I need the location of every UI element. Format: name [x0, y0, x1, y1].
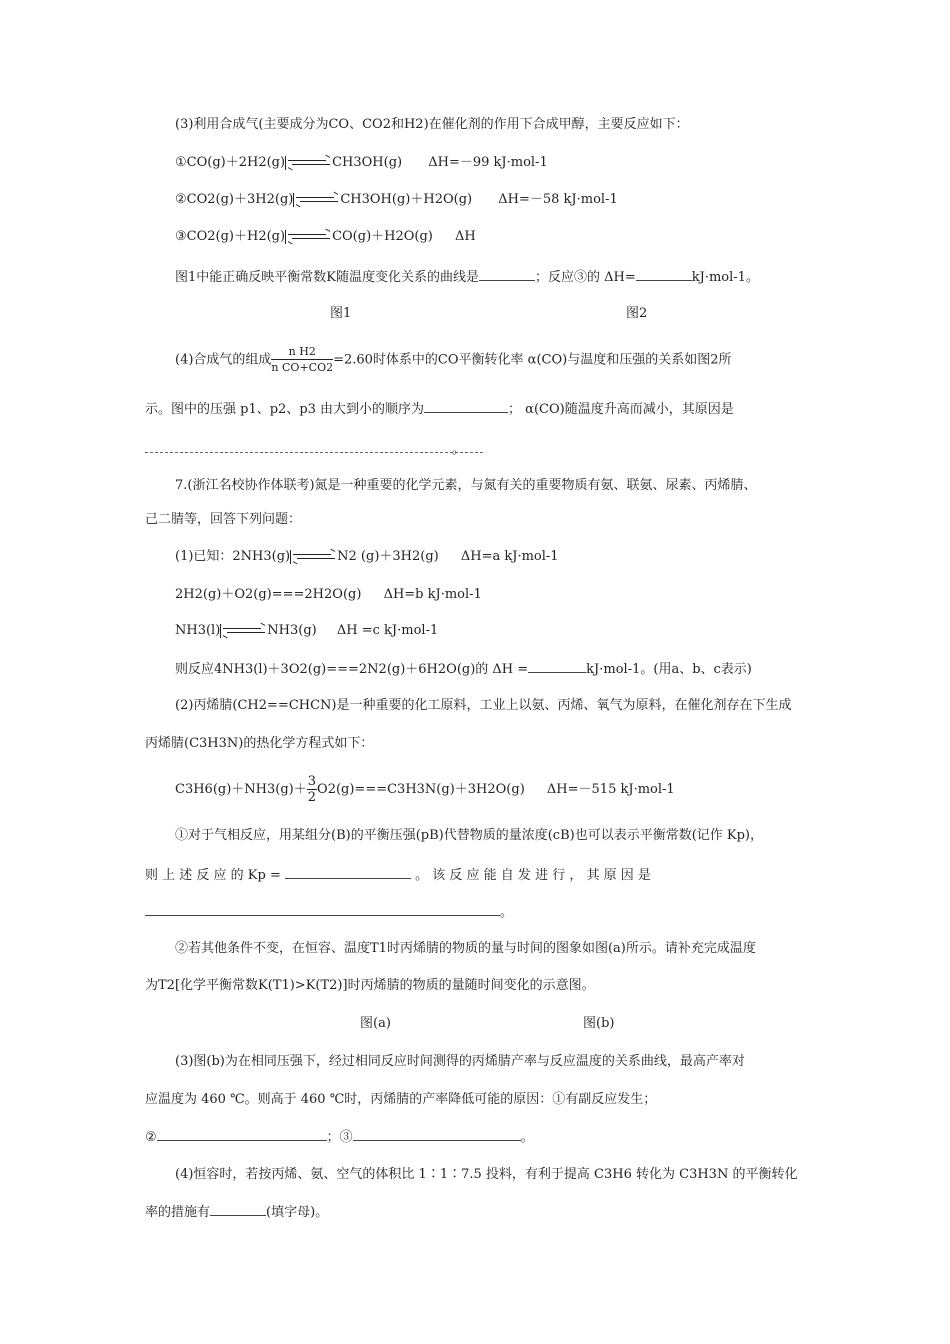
- q3-intro: (3)利用合成气(主要成分为CO、CO2和H2)在催化剂的作用下合成甲醇，主要反应如下：: [175, 117, 689, 132]
- equilibrium-arrow-icon: [288, 231, 330, 243]
- q4-d: ； α(CO)随温度升高而减小，其原因是: [508, 402, 734, 417]
- equilibrium-arrow-icon: [223, 625, 265, 637]
- q7-1-reaction-c: [175, 622, 438, 640]
- q7-1-reaction-a: [175, 548, 559, 566]
- fraction-denominator: 2: [307, 789, 317, 805]
- q7-1c-dh: ΔH =c kJ·mol-1: [336, 623, 439, 638]
- reaction-1: [175, 154, 548, 172]
- q7-3-a: (3)图(b)为在相同压强下，经过相同反应时间测得的丙烯腈产率与反应温度的关系曲线，最高产率对: [175, 1054, 745, 1069]
- q7-1b-dh: ΔH=b kJ·mol-1: [383, 587, 482, 602]
- r2-rhs: CH3OH(g)＋H2O(g): [340, 192, 473, 207]
- r2-lhs: ②CO2(g)＋3H2(g): [175, 192, 294, 207]
- r1-dh: ΔH=－99 kJ·mol-1: [428, 155, 548, 170]
- q7-1c-lhs: NH3(l): [175, 623, 221, 638]
- q7-4-a: (4)恒容时，若按丙烯、氨、空气的体积比 1∶1∶7.5 投料，有利于提高 C3H6 转化为 C3H3N 的平衡转化: [175, 1167, 798, 1182]
- r3-rhs: CO(g)＋H2O(g): [332, 229, 433, 244]
- q4-line-2: [145, 400, 734, 419]
- r2-dh: ΔH=－58 kJ·mol-1: [498, 192, 618, 207]
- q7-2-eq-a: C3H6(g)＋NH3(g)＋: [175, 782, 307, 797]
- q7-1a-dh: ΔH=a kJ·mol-1: [460, 549, 559, 564]
- q7-2-2-a: ②若其他条件不变，在恒容、温度T1时丙烯腈的物质的量与时间的图象如图(a)所示。请补充完成温度: [175, 941, 756, 956]
- q7-3-b: 应温度为 460 ℃。则高于 460 ℃时，丙烯腈的产率降低可能的原因：①有副反应发生；: [145, 1092, 657, 1107]
- fraction-numerator: 3: [307, 773, 317, 789]
- q7-4-c: (填字母)。: [266, 1205, 329, 1220]
- q7-1c-rhs: NH3(g): [267, 623, 317, 638]
- q3-ask-a: 图1中能正确反映平衡常数K随温度变化关系的曲线是: [175, 270, 479, 285]
- figure-b-caption: 图(b): [583, 1016, 615, 1031]
- three-halves-fraction: [307, 775, 317, 806]
- q7-2-1-a: ①对于气相反应，用某组分(B)的平衡压强(pB)代替物质的量浓度(cB)也可以表示平衡常数(记作 Kp)，: [175, 828, 764, 843]
- q7-1a-lhs: (1)已知：2NH3(g): [175, 549, 291, 564]
- q7-2-1-b: [145, 866, 651, 885]
- q7-2-1-c: 。 该 反 应 能 自 发 进 行 ， 其 原 因 是: [415, 868, 651, 883]
- q7-2-b: 丙烯腈(C3H3N)的热化学方程式如下：: [145, 736, 374, 751]
- answer-blank[interactable]: [210, 1203, 266, 1216]
- answer-blank[interactable]: [528, 660, 586, 673]
- q4-end: 。: [452, 442, 466, 457]
- q7-3-c2: ；③: [326, 1130, 353, 1145]
- figure-1-caption: 图1: [330, 306, 352, 321]
- answer-blank[interactable]: [479, 268, 535, 281]
- fraction-denominator: n CO+CO2: [271, 361, 334, 374]
- q7-3-c3: 。: [520, 1130, 534, 1145]
- answer-blank[interactable]: [636, 268, 692, 281]
- equilibrium-arrow-icon: [288, 157, 330, 169]
- q7-1-reaction-b: [175, 586, 482, 604]
- answer-blank[interactable]: [145, 903, 500, 916]
- r1-lhs: ①CO(g)＋2H2(g): [175, 155, 286, 170]
- r3-lhs: ③CO2(g)＋H2(g): [175, 229, 286, 244]
- q4-a: (4)合成气的组成: [175, 352, 272, 368]
- q3-ask-c: kJ·mol-1。: [691, 270, 759, 285]
- reaction-2: [175, 191, 618, 209]
- answer-blank[interactable]: [424, 400, 508, 413]
- answer-blank[interactable]: [157, 1128, 327, 1141]
- q7-2-equation: [175, 772, 675, 809]
- equilibrium-arrow-icon: [296, 194, 338, 206]
- q7-intro-2: 己二腈等，回答下列问题：: [145, 512, 302, 527]
- q7-1-ask-a: 则反应4NH3(l)＋3O2(g)===2N2(g)＋6H2O(g)的 ΔH =: [175, 662, 529, 677]
- q3-question: [175, 268, 759, 287]
- q7-2-eq-b: O2(g)===C3H3N(g)＋3H2O(g): [317, 782, 525, 797]
- q7-2-1-kp: 则 上 述 反 应 的 Kp =: [145, 868, 281, 883]
- fraction-numerator: n H2: [271, 345, 333, 360]
- figure-2-caption: 图2: [626, 306, 648, 321]
- equilibrium-arrow-icon: [293, 551, 335, 563]
- answer-line[interactable]: [145, 452, 483, 453]
- q7-1a-rhs: N2 (g)＋3H2(g): [337, 549, 439, 564]
- q7-4-b: [145, 1203, 328, 1222]
- q7-3-c: [145, 1128, 534, 1147]
- ratio-fraction: [271, 345, 333, 376]
- r1-rhs: CH3OH(g): [332, 155, 403, 170]
- r3-dh: ΔH: [455, 229, 476, 244]
- answer-blank[interactable]: [285, 866, 411, 879]
- q7-4-b: 率的措施有: [145, 1205, 211, 1220]
- q7-2-a: (2)丙烯腈(CH2==CHCN)是一种重要的化工原料，工业上以氨、丙烯、氧气为原料，在催化剂存在下生成: [175, 698, 792, 713]
- q7-1b-text: 2H2(g)＋O2(g)===2H2O(g): [175, 587, 362, 602]
- q7-2-1-end: 。: [500, 905, 514, 920]
- figure-a-caption: 图(a): [360, 1016, 391, 1031]
- q3-ask-b: ；反应③的 ΔH=: [534, 270, 636, 285]
- q7-3-c1: ②: [145, 1130, 157, 1145]
- q7-2-1-answer-line: [145, 903, 513, 922]
- q7-1-question: [175, 660, 752, 679]
- answer-blank[interactable]: [353, 1128, 521, 1141]
- q7-1-ask-b: kJ·mol-1。(用a、b、c表示): [586, 662, 752, 677]
- q7-intro: 7.(浙江名校协作体联考)氮是一种重要的化学元素，与氮有关的重要物质有氨、联氨、尿素、丙烯腈、: [175, 478, 757, 493]
- q7-2-eq-dh: ΔH=－515 kJ·mol-1: [546, 782, 675, 797]
- q4-line-1: [175, 345, 731, 376]
- q4-c: 示。图中的压强 p1、p2、p3 由大到小的顺序为: [145, 402, 425, 417]
- q4-b: =2.60时体系中的CO平衡转化率 α(CO)与温度和压强的关系如图2所: [333, 352, 732, 368]
- reaction-3: [175, 228, 476, 246]
- q7-2-2-b: 为T2[化学平衡常数K(T1)>K(T2)]时丙烯腈的物质的量随时间变化的示意图。: [145, 978, 595, 993]
